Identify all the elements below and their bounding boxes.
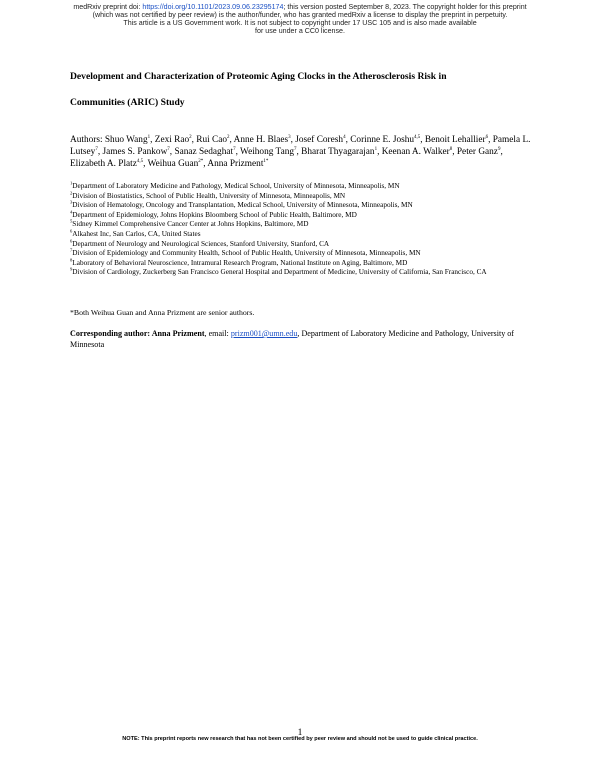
preprint-header	[0, 3, 600, 35]
header-line-4: for use under a CC0 license.	[255, 27, 345, 36]
affiliation-mark: 2	[70, 190, 73, 196]
author-name: Weihua Guan	[147, 159, 199, 170]
author-affiliation-mark: 4,5	[136, 159, 144, 165]
header-line-3: This article is a US Government work. It is not subject to copyright under 17 USC 105 and is also made available	[123, 19, 477, 28]
affiliation-text: Sidney Kimmel Comprehensive Cancer Center at Johns Hopkins, Baltimore, MD	[72, 220, 309, 229]
author-name: Elizabeth A. Platz	[70, 159, 137, 170]
affiliation-text: Department of Neurology and Neurological Sciences, Stanford University, Stanford, CA	[72, 239, 330, 248]
preprint-disclaimer: NOTE: This preprint reports new research that has not been certified by peer review and should not be used to guide clinical practice.	[122, 736, 478, 742]
affiliation-text: Division of Hematology, Oncology and Transplantation, Medical School, University of Minnesota, Minneapolis, MN	[72, 201, 413, 210]
affiliation-mark: 4	[70, 209, 73, 215]
affiliation-text: Department of Epidemiology, Johns Hopkins Bloomberg School of Public Health, Baltimore, MD	[72, 210, 357, 219]
affiliation-text: Department of Laboratory Medicine and Pathology, Medical School, University of Minnesota, Minneapolis, MN	[72, 182, 400, 190]
author-list: Authors: Shuo Wang$^1$, Zexi Rao$^2$, Rui Cao$^2$, Anne H. Blaes$^3$, Josef Coresh$^4$, Corinne E. Joshu$^{4,5}$, Benoit Lehallier$^6$, Pamela L. Lutsey$^7$, James S. Pankow$^7$, Sanaz Sedaghat$^7$, Weihong Tang$^7$, Bharat Thyagarajan$^1$, Keenan A. Walker$^8$, Peter Ganz$^9$, Elizabeth A. Platz$^{4,5}$, Weihua Guan$^{2*}$, Anna Prizment$^{1*}$	[70, 134, 531, 170]
corresponding-author: Corresponding author: Anna Prizment, email: prizm001@umn.edu, Department of Laboratory Medicine and Pathology, University of Minnesota	[70, 329, 515, 349]
author-affiliation-mark: 8	[449, 147, 453, 153]
affiliation-item	[70, 211, 540, 221]
author-affiliation-mark: 7	[167, 147, 170, 153]
header-line-2: (which was not certified by peer review) is the author/funder, who has granted medRxiv a license to display the preprint in perpetuity.	[92, 11, 508, 20]
affiliation-item	[70, 220, 540, 230]
author-affiliation-mark: 1	[147, 134, 151, 140]
paper-title-line-1: Development and Characterization of Proteomic Aging Clocks in the Atherosclerosis Risk in	[70, 71, 447, 82]
affiliation-mark: 7	[70, 247, 73, 253]
author-affiliation-mark: 3	[288, 134, 291, 140]
affiliation-text: Alkahest Inc, San Carlos, CA, United States	[72, 229, 201, 238]
affiliation-list	[70, 182, 540, 278]
author-name: Keenan A. Walker	[381, 147, 450, 158]
affiliation-item	[70, 259, 540, 269]
doi-link[interactable]: https://doi.org/10.1101/2023.09.06.23295174	[142, 3, 284, 11]
author-name: Josef Coresh	[295, 135, 344, 145]
author-affiliation-mark: 7	[294, 147, 297, 153]
author-name: Bharat Thyagarajan	[301, 147, 375, 158]
author-name: Sanaz Sedaghat	[174, 147, 234, 158]
affiliation-text: Division of Epidemiology and Community Health, School of Public Health, University of Minnesota, Minneapolis, MN	[72, 249, 421, 258]
affiliation-mark: 6	[70, 228, 73, 234]
affiliation-mark: 3	[70, 199, 73, 205]
affiliation-mark: 9	[70, 266, 73, 272]
author-affiliation-mark: 6	[485, 134, 489, 140]
affiliation-text: Division of Biostatistics, School of Public Health, University of Minnesota, Minneapolis, MN	[72, 191, 346, 200]
authors-label: Authors:	[70, 135, 105, 145]
affiliation-item	[70, 230, 540, 240]
author-name: Weihong Tang	[240, 147, 294, 158]
author-name: Benoit Lehallier	[424, 135, 486, 145]
senior-authors-note: *Both Weihua Guan and Anna Prizment are senior authors.	[70, 308, 255, 317]
corresponding-label: Corresponding author: Anna Prizment	[70, 329, 205, 338]
affiliation-item	[70, 201, 540, 211]
page-number: 1	[297, 728, 303, 738]
author-name: Rui Cao	[196, 135, 227, 145]
paper-title-line-2: Communities (ARIC) Study	[70, 97, 185, 108]
affiliation-mark: 8	[70, 257, 73, 263]
affiliation-item	[70, 240, 540, 250]
affiliation-mark: 6	[70, 238, 73, 244]
author-name: Zexi Rao	[154, 135, 190, 145]
affiliation-item	[70, 192, 540, 202]
author-affiliation-mark: 2*	[198, 159, 204, 165]
author-name: Pamela L. Lutsey	[70, 135, 531, 158]
header-line-1: medRxiv preprint doi: https://doi.org/10.1101/2023.09.06.23295174; this version posted September 8, 2023. The copyright holder for this preprint	[73, 3, 527, 11]
affiliation-item	[70, 182, 540, 192]
author-affiliation-mark: 4	[343, 134, 346, 140]
author-affiliation-mark: 2	[189, 134, 192, 140]
author-name: Anna Prizment	[207, 159, 264, 170]
affiliation-text: Division of Cardiology, Zuckerberg San Francisco General Hospital and Department of Medicine, University of California, San Francisco, CA	[72, 268, 487, 277]
affiliation-item	[70, 249, 540, 259]
author-affiliation-mark: 1*	[263, 159, 269, 165]
corresponding-email-link[interactable]: prizm001@umn.edu	[230, 329, 298, 338]
affiliation-mark: 1	[70, 180, 73, 186]
author-name: Corinne E. Joshu	[350, 135, 415, 145]
author-affiliation-mark: 4,5	[414, 134, 421, 140]
author-name: Peter Ganz	[456, 147, 498, 158]
author-affiliation-mark: 2	[227, 134, 230, 140]
author-name: Anne H. Blaes	[233, 135, 289, 145]
affiliation-mark: 5	[70, 218, 73, 224]
author-name: James S. Pankow	[102, 147, 168, 158]
affiliation-item	[70, 268, 540, 278]
author-affiliation-mark: 9	[497, 147, 501, 153]
author-affiliation-mark: 7	[233, 147, 236, 153]
affiliation-text: Laboratory of Behavioral Neuroscience, Intramural Research Program, National Institute on Aging, Baltimore, MD	[72, 258, 408, 267]
author-affiliation-mark: 1	[374, 147, 378, 153]
author-affiliation-mark: 7	[95, 147, 98, 153]
author-name: Shuo Wang	[104, 135, 148, 145]
